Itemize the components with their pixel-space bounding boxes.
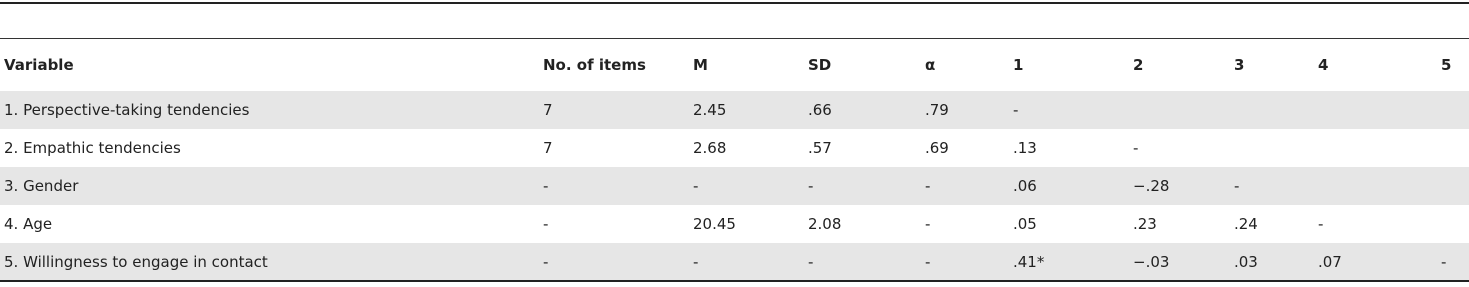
row-variable: 3. Gender [4,177,79,195]
correlation-table [0,39,1469,281]
table-bottom-rule [0,280,1469,282]
row-variable: 1. Perspective-taking tendencies [4,101,250,119]
row-sd: - [808,177,814,195]
row-col-1: - [1013,101,1019,119]
table-row [0,129,1469,167]
row-mean: 20.45 [693,215,736,233]
row-alpha: - [925,177,931,195]
row-no-of-items: 7 [543,101,553,119]
row-alpha: .69 [925,139,949,157]
table-row [0,91,1469,129]
row-variable: 4. Age [4,215,53,233]
row-no-of-items: 7 [543,139,553,157]
row-col-3: .03 [1234,253,1258,271]
row-sd: - [808,253,814,271]
row-col-1: .41* [1013,253,1045,271]
header-sd: SD [808,56,832,74]
header-no-of-items: No. of items [543,56,646,74]
row-sd: .66 [808,101,832,119]
row-alpha: - [925,215,931,233]
row-no-of-items: - [543,253,549,271]
row-col-1: .06 [1013,177,1037,195]
row-col-3: .24 [1234,215,1258,233]
row-alpha: .79 [925,101,949,119]
row-sd: 2.08 [808,215,842,233]
row-col-5: - [1441,253,1447,271]
row-mean: 2.68 [693,139,727,157]
row-sd: .57 [808,139,832,157]
row-col-2: −.03 [1133,253,1170,271]
row-mean: - [693,177,699,195]
header-col-4: 4 [1318,56,1329,74]
row-mean: 2.45 [693,101,727,119]
table-top-rule [0,2,1469,4]
header-col-2: 2 [1133,56,1144,74]
row-col-1: .13 [1013,139,1037,157]
header-col-5: 5 [1441,56,1452,74]
row-col-2: −.28 [1133,177,1170,195]
row-col-4: .07 [1318,253,1342,271]
header-mean: M [693,56,708,74]
table-row [0,167,1469,205]
row-mean: - [693,253,699,271]
table-row [0,205,1469,243]
row-no-of-items: - [543,177,549,195]
row-col-4: - [1318,215,1324,233]
table-row [0,243,1469,281]
row-col-2: .23 [1133,215,1157,233]
header-col-3: 3 [1234,56,1245,74]
header-alpha: α [925,56,936,74]
row-col-3: - [1234,177,1240,195]
row-variable: 2. Empathic tendencies [4,139,181,157]
row-variable: 5. Willingness to engage in contact [4,253,268,271]
row-alpha: - [925,253,931,271]
row-no-of-items: - [543,215,549,233]
header-col-1: 1 [1013,56,1024,74]
row-col-2: - [1133,139,1139,157]
row-col-1: .05 [1013,215,1037,233]
header-variable: Variable [4,56,74,74]
table-header-row [0,39,1469,91]
